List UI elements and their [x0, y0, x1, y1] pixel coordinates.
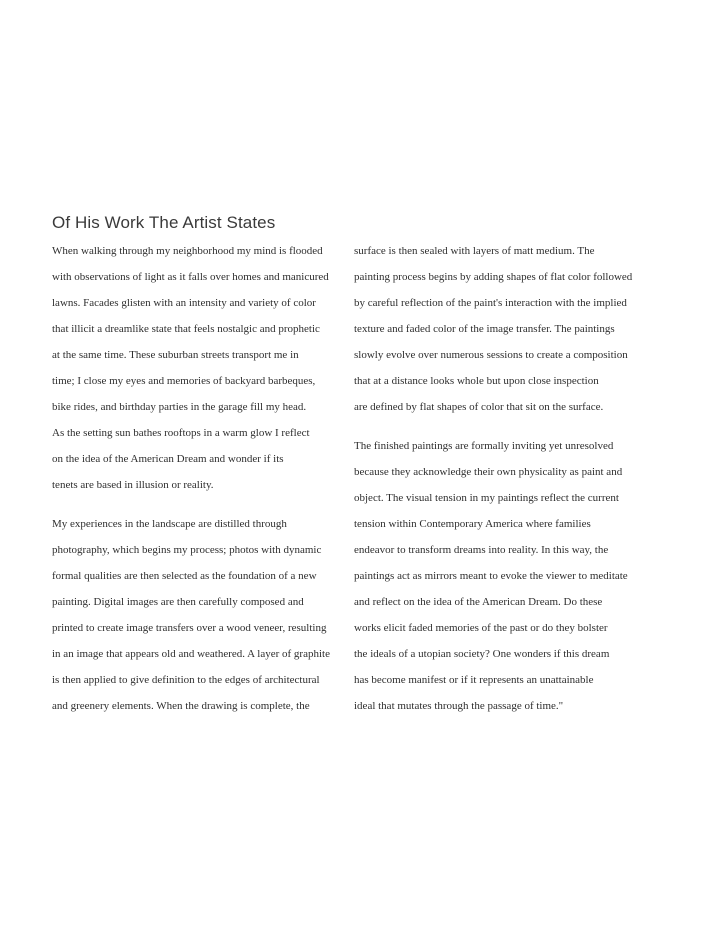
body-paragraph	[354, 241, 644, 423]
text-line: that at a distance looks whole but upon close inspection	[354, 375, 599, 387]
text-line: ideal that mutates through the passage of time."	[354, 700, 564, 712]
text-line: the ideals of a utopian society? One wonders if this dream	[354, 648, 610, 660]
text-line: on the idea of the American Dream and wonder if its	[52, 453, 284, 465]
text-line: are defined by flat shapes of color that sit on the surface.	[354, 401, 604, 413]
text-line: slowly evolve over numerous sessions to create a composition	[354, 349, 628, 361]
text-line: tenets are based in illusion or reality.	[52, 479, 214, 491]
text-line: tension within Contemporary America where families	[354, 518, 591, 530]
text-line: texture and faded color of the image transfer. The paintings	[354, 323, 615, 335]
text-line: with observations of light as it falls over homes and manicured	[52, 271, 329, 283]
text-line: bike rides, and birthday parties in the garage fill my head.	[52, 401, 307, 413]
body-paragraph	[52, 241, 342, 501]
text-line: has become manifest or if it represents an unattainable	[354, 674, 594, 686]
text-line: in an image that appears old and weathered. A layer of graphite	[52, 648, 330, 660]
text-line: As the setting sun bathes rooftops in a warm glow I reflect	[52, 427, 310, 439]
text-line: paintings act as mirrors meant to evoke the viewer to meditate	[354, 570, 628, 582]
body-paragraph	[52, 514, 342, 722]
left-text-column	[52, 241, 342, 722]
right-text-column	[354, 241, 644, 722]
paragraph-gap	[52, 501, 342, 514]
text-line: My experiences in the landscape are distilled through	[52, 518, 287, 530]
paragraph-gap	[354, 423, 644, 436]
text-line: because they acknowledge their own physicality as paint and	[354, 466, 623, 478]
text-line: and reflect on the idea of the American Dream. Do these	[354, 596, 603, 608]
page-title: Of His Work The Artist States	[52, 213, 276, 232]
text-line: painting process begins by adding shapes of flat color followed	[354, 271, 633, 283]
text-line: lawns. Facades glisten with an intensity and variety of color	[52, 297, 316, 309]
text-line: The finished paintings are formally inviting yet unresolved	[354, 440, 614, 452]
text-line: at the same time. These suburban streets transport me in	[52, 349, 299, 361]
text-line: that illicit a dreamlike state that feels nostalgic and prophetic	[52, 323, 320, 335]
text-line: is then applied to give definition to the edges of architectural	[52, 674, 320, 686]
text-line: formal qualities are then selected as the foundation of a new	[52, 570, 317, 582]
text-line: time; I close my eyes and memories of backyard barbeques,	[52, 375, 316, 387]
text-line: works elicit faded memories of the past or do they bolster	[354, 622, 608, 634]
text-line: by careful reflection of the paint's interaction with the implied	[354, 297, 627, 309]
text-line: object. The visual tension in my paintings reflect the current	[354, 492, 619, 504]
text-line: photography, which begins my process; photos with dynamic	[52, 544, 322, 556]
body-paragraph	[354, 436, 644, 722]
text-line: endeavor to transform dreams into reality. In this way, the	[354, 544, 609, 556]
text-line: surface is then sealed with layers of matt medium. The	[354, 245, 595, 257]
text-line: printed to create image transfers over a wood veneer, resulting	[52, 622, 327, 634]
text-line: When walking through my neighborhood my mind is flooded	[52, 245, 323, 257]
text-line: and greenery elements. When the drawing is complete, the	[52, 700, 310, 712]
text-line: painting. Digital images are then carefully composed and	[52, 596, 304, 608]
